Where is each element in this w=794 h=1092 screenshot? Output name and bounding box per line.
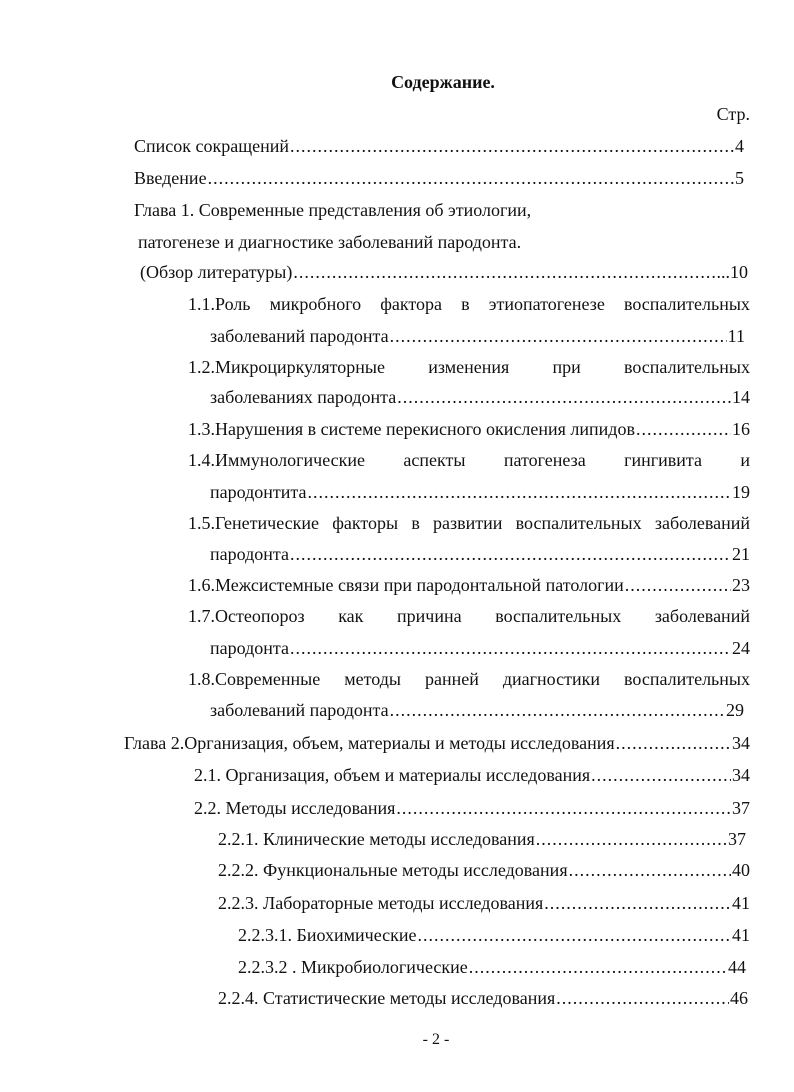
toc-entry-text: 2.2. Методы исследования: [194, 798, 396, 818]
toc-entry-text: 2.2.4. Статистические методы исследования: [218, 988, 556, 1008]
toc-section-1-6[interactable]: [188, 573, 750, 597]
toc-section-2-2[interactable]: [194, 796, 750, 820]
word: фактора: [380, 294, 443, 314]
word: этиопатогенезе: [488, 294, 605, 314]
dot-leader: [536, 827, 727, 851]
toc-chapter-1-line2[interactable]: патогенезе и диагностике заболеваний пародонта.: [138, 232, 522, 252]
word: воспалительных: [623, 357, 750, 377]
toc-page-number: 34: [732, 765, 750, 785]
dot-leader: [616, 731, 731, 755]
toc-entry-text: 2.2.2. Функциональные методы исследования: [218, 860, 568, 880]
toc-page-number: 24: [732, 638, 750, 658]
toc-section-1-7-line2[interactable]: [210, 636, 750, 660]
toc-page-number: 19: [732, 482, 750, 502]
toc-page-number: 41: [732, 893, 750, 913]
dot-leader: [397, 385, 731, 409]
dot-leader: [307, 480, 731, 504]
toc-chapter-1-line1[interactable]: Глава 1. Современные представления об этиологии,: [134, 200, 532, 220]
toc-section-1-2-line2[interactable]: [210, 385, 750, 409]
toc-page-number: 11: [727, 326, 745, 346]
dot-leader: [390, 698, 725, 722]
toc-section-1-4-line2[interactable]: [210, 480, 750, 504]
word: в: [411, 513, 420, 533]
word: причина: [397, 606, 462, 626]
dot-leader: [396, 796, 731, 820]
dot-leader: [293, 260, 715, 284]
toc-entry-text: пародонтита: [210, 482, 307, 502]
toc-section-1-4-line1[interactable]: [188, 448, 750, 472]
dot-leader: [569, 858, 731, 882]
toc-page-number: 41: [732, 925, 750, 945]
word: заболеваний: [654, 513, 750, 533]
toc-page-number: 37: [732, 798, 750, 818]
toc-page-number: 16: [732, 419, 750, 439]
word: патогенеза: [503, 450, 586, 470]
toc-section-1-5-line2[interactable]: [210, 542, 750, 566]
word: воспалительных: [515, 513, 642, 533]
toc-entry-text: пародонта: [210, 638, 289, 658]
toc-page-number: 14: [732, 387, 750, 407]
toc-section-2-2-2[interactable]: [218, 858, 750, 882]
word: диагностики: [502, 669, 600, 689]
word: ранней: [424, 669, 479, 689]
toc-entry-text: 2.2.3.2 . Микробиологические: [238, 957, 468, 977]
toc-entry-text: Глава 2.Организация, объем, материалы и методы исследования: [124, 733, 615, 753]
word: и: [740, 450, 750, 470]
toc-section-1-1-line2[interactable]: [210, 324, 745, 348]
toc-entry-text: 2.2.1. Клинические методы исследования: [218, 829, 535, 849]
toc-entry-introduction[interactable]: [134, 166, 744, 190]
dot-leader: [290, 542, 731, 566]
dot-leader: [290, 134, 734, 158]
toc-entry-text: Введение: [134, 168, 207, 188]
word: методы: [344, 669, 401, 689]
toc-section-1-2-line1[interactable]: [188, 355, 750, 379]
page-number-footer: - 2 -: [422, 1031, 450, 1048]
toc-page-number: 46: [730, 988, 748, 1008]
word: 1.7.Остеопороз: [188, 606, 305, 626]
dot-leader: [290, 636, 731, 660]
word: при: [552, 357, 581, 377]
toc-page-number: 4: [735, 136, 744, 156]
word: 1.2.Микроциркуляторные: [188, 357, 385, 377]
toc-section-2-2-3[interactable]: [218, 891, 750, 915]
word: 1.8.Современные: [188, 669, 321, 689]
word: гингивита: [624, 450, 702, 470]
dot-leader: [469, 955, 727, 979]
toc-section-2-2-1[interactable]: [218, 827, 746, 851]
word: 1.4.Иммунологические: [188, 450, 366, 470]
toc-entry-text: пародонта: [210, 544, 289, 564]
word: аспекты: [403, 450, 466, 470]
toc-page-number: 5: [735, 168, 744, 188]
toc-entry-text: 2.2.3. Лабораторные методы исследования: [218, 893, 544, 913]
toc-section-2-1[interactable]: [194, 763, 750, 787]
toc-section-1-8-line1[interactable]: [188, 667, 750, 691]
dot-leader: [625, 573, 731, 597]
toc-page-number: 34: [732, 733, 750, 753]
toc-entry-text: заболеваний пародонта: [210, 700, 389, 720]
word: в: [461, 294, 470, 314]
word: воспалительных: [495, 606, 622, 626]
toc-page-number: 44: [728, 957, 746, 977]
toc-page-number: 23: [732, 575, 750, 595]
toc-entry-text: 2.1. Организация, объем и материалы исследования: [194, 765, 591, 785]
toc-page-number: ...10: [716, 262, 748, 282]
toc-page-number: 37: [728, 829, 746, 849]
toc-entry-text: заболеваний пародонта: [210, 326, 389, 346]
dot-leader: [556, 986, 729, 1010]
toc-page-number: 40: [732, 860, 750, 880]
toc-section-1-8-line2[interactable]: [210, 698, 744, 722]
toc-chapter-2[interactable]: [124, 731, 750, 755]
word: изменения: [428, 357, 510, 377]
toc-entry-text: Список сокращений: [134, 136, 289, 156]
toc-entry-text: 2.2.3.1. Биохимические: [238, 925, 417, 945]
dot-leader: [544, 891, 731, 915]
word: 1.5.Генетические: [188, 513, 319, 533]
toc-section-1-5-line1[interactable]: [188, 511, 750, 535]
page-column-header: Стр.: [716, 104, 750, 124]
dot-leader: [418, 923, 731, 947]
toc-section-1-7-line1[interactable]: [188, 604, 750, 628]
dot-leader: [591, 763, 731, 787]
word: воспалительных: [623, 294, 750, 314]
toc-entry-text: (Обзор литературы): [140, 262, 293, 282]
toc-section-2-2-3-2[interactable]: [238, 955, 746, 979]
page-title: Содержание.: [391, 72, 495, 92]
dot-leader: [636, 417, 731, 441]
word: заболеваний: [654, 606, 750, 626]
toc-entry-text: заболеваниях пародонта: [210, 387, 397, 407]
toc-section-2-2-4[interactable]: [218, 986, 748, 1010]
word: развитии: [433, 513, 503, 533]
toc-entry-abbreviations[interactable]: [134, 134, 744, 158]
word: воспалительных: [624, 669, 750, 689]
toc-page-number: 29: [726, 700, 744, 720]
word: 1.1.Роль: [188, 294, 251, 314]
toc-chapter-1-line3[interactable]: [140, 260, 748, 284]
toc-section-2-2-3-1[interactable]: [238, 923, 750, 947]
toc-section-1-1-line1[interactable]: [188, 292, 750, 316]
word: факторы: [332, 513, 399, 533]
toc-page-number: 21: [732, 544, 750, 564]
word: микробного: [269, 294, 362, 314]
word: как: [338, 606, 364, 626]
toc-section-1-3[interactable]: [188, 417, 750, 441]
toc-entry-text: 1.6.Межсистемные связи при пародонтальной патологии: [188, 575, 624, 595]
toc-entry-text: 1.3.Нарушения в системе перекисного окисления липидов: [188, 419, 635, 439]
dot-leader: [390, 324, 727, 348]
dot-leader: [208, 166, 734, 190]
